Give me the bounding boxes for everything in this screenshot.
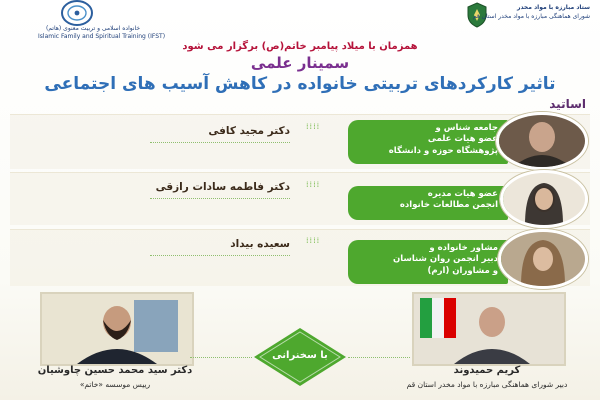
lecture-label-diamond [252, 326, 348, 388]
lecturer-left-name: دکتر سید محمد حسین چاوشیان [37, 365, 193, 376]
anti-narcotics-caption-1: ستاد مبارزه با مواد مخدر [517, 4, 590, 11]
lecturer-right-role: دبیر شورای هماهنگی مبارزه با مواد مخدر استان قم [406, 380, 568, 389]
lecturer-left-photo [40, 292, 194, 366]
speaker-1-role-line3: پژوهشگاه حوزه و دانشگاه [388, 145, 498, 156]
speaker-3-role-box [348, 240, 508, 284]
speaker-3-photo [498, 229, 588, 289]
speaker-2-role-line2: انجمن مطالعات خانواده [399, 200, 498, 211]
ifst-emblem-icon [60, 0, 94, 26]
speaker-1-dots: ⁞⁞⁞⁞ [306, 122, 321, 131]
lecturer-left-role: رییس موسسه «خاتم» [79, 380, 151, 389]
coincide-text: همزمان با میلاد پیامبر خاتم(ص) برگزار می شود [182, 41, 418, 52]
speaker-2-role-line1: عضو هیات مدیره [427, 189, 498, 199]
seminar-title: تاثیر کارکردهای تربیتی خانواده در کاهش آسیب های اجتماعی [44, 74, 556, 94]
speaker-1-name: دکتر مجید کافی [208, 125, 290, 137]
speaker-3-dotted-line [150, 255, 290, 256]
speaker-3-dots: ⁞⁞⁞⁞ [306, 236, 321, 245]
ifst-caption-en: Islamic Family and Spiritual Training (IFST) [38, 33, 166, 40]
ifst-caption-fa: خانواده اسلامی و تربیت معنوی (هاتم) [45, 25, 141, 32]
lecturer-right-name: کریم حمیدوند [453, 365, 521, 376]
speaker-3-role-line2: دبیر انجمن روان شناسان [393, 254, 498, 265]
lecture-right-dotted-line [348, 357, 410, 358]
speaker-2-role-box [348, 186, 508, 220]
speaker-2-photo [500, 170, 588, 228]
lecture-label: با سخنرانی [272, 350, 328, 361]
lecturer-right-photo [412, 292, 566, 366]
anti-narcotics-logo [462, 0, 592, 40]
speaker-2-name: دکتر فاطمه سادات رازقی [155, 181, 290, 193]
speaker-1-role-box [348, 120, 508, 164]
ifst-logo [38, 0, 166, 40]
professors-label: اساتید [549, 97, 586, 111]
anti-narcotics-caption-2: شورای هماهنگی مبارزه با مواد مخدر استان قم [472, 13, 590, 20]
seminar-label: سمینار علمی [250, 54, 350, 72]
speaker-2-dotted-line [150, 198, 290, 199]
speaker-1-role-line1: جامعه شناس و [435, 123, 498, 133]
lecture-left-dotted-line [190, 357, 252, 358]
speaker-3-role-line3: و مشاوران (ارم) [427, 265, 498, 276]
speaker-3-role-line1: مشاور خانواده و [429, 243, 498, 253]
speaker-1-photo [496, 112, 588, 170]
speaker-1-role-line2: عضو هیات علمی [427, 134, 498, 145]
speaker-2-dots: ⁞⁞⁞⁞ [306, 180, 321, 189]
speaker-3-name: سعیده بیداد [230, 238, 290, 250]
speaker-1-dotted-line [150, 142, 290, 143]
